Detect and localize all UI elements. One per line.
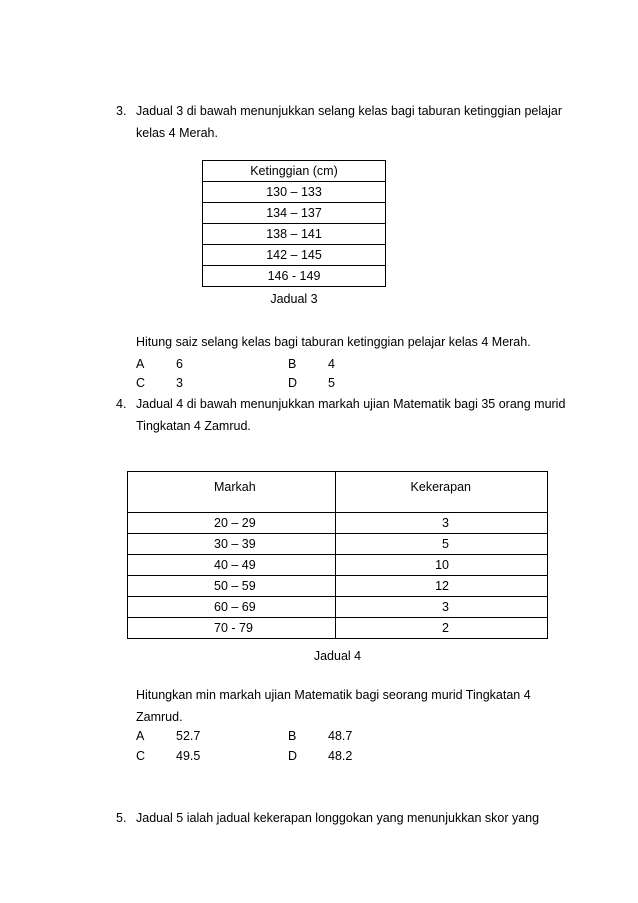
- question-4-prompt-line2: Zamrud.: [136, 710, 183, 724]
- question-5-number: 5.: [116, 811, 127, 825]
- question-3-prompt: Hitung saiz selang kelas bagi taburan ketinggian pelajar kelas 4 Merah.: [136, 335, 531, 349]
- question-4-text-line2: Tingkatan 4 Zamrud.: [136, 419, 251, 433]
- table-row: [128, 576, 548, 597]
- option-d-label: D: [288, 749, 298, 763]
- table-4-header-markah: Markah: [128, 472, 336, 513]
- option-b-label: B: [288, 729, 297, 743]
- option-b-label: B: [288, 357, 297, 371]
- option-a-label: A: [136, 729, 145, 743]
- table-cell-markah: 40 – 49: [128, 555, 336, 576]
- option-c-value: 49.5: [176, 749, 201, 763]
- question-5-text-line1: Jadual 5 ialah jadual kekerapan longgokan yang menunjukkan skor yang: [136, 811, 540, 825]
- table-3: [202, 160, 386, 287]
- table-cell-markah: 50 – 59: [128, 576, 336, 597]
- option-c-value: 3: [176, 376, 183, 390]
- option-b-value: 4: [328, 357, 335, 371]
- question-4-text-line1: Jadual 4 di bawah menunjukkan markah ujian Matematik bagi 35 orang murid: [136, 397, 566, 411]
- table-row: [128, 513, 548, 534]
- option-a-value: 52.7: [176, 729, 201, 743]
- table-row: 146 - 149: [203, 266, 386, 287]
- table-cell-markah: 60 – 69: [128, 597, 336, 618]
- table-4: [127, 471, 548, 639]
- question-4-prompt-line1: Hitungkan min markah ujian Matematik bagi seorang murid Tingkatan 4: [136, 688, 531, 702]
- table-row: [128, 618, 548, 639]
- option-c-label: C: [136, 749, 146, 763]
- table-cell-kekerapan: 5: [336, 534, 548, 555]
- table-cell-kekerapan: 10: [336, 555, 548, 576]
- table-row: [128, 555, 548, 576]
- option-c-label: C: [136, 376, 146, 390]
- table-cell-kekerapan: 12: [336, 576, 548, 597]
- table-cell-kekerapan: 3: [336, 513, 548, 534]
- option-d-label: D: [288, 376, 298, 390]
- table-row: 134 – 137: [203, 203, 386, 224]
- table-cell-markah: 30 – 39: [128, 534, 336, 555]
- option-a-value: 6: [176, 357, 183, 371]
- table-row: [128, 597, 548, 618]
- table-cell-markah: 70 - 79: [128, 618, 336, 639]
- option-a-label: A: [136, 357, 145, 371]
- table-3-caption: Jadual 3: [270, 292, 318, 306]
- table-4-caption: Jadual 4: [313, 649, 362, 663]
- table-row: 142 – 145: [203, 245, 386, 266]
- table-4-header-kekerapan: Kekerapan: [336, 472, 548, 513]
- table-cell-markah: 20 – 29: [128, 513, 336, 534]
- table-row: [128, 534, 548, 555]
- table-3-header: Ketinggian (cm): [203, 161, 386, 182]
- table-row: 138 – 141: [203, 224, 386, 245]
- question-4-number: 4.: [116, 397, 127, 411]
- question-3-text-line2: kelas 4 Merah.: [136, 126, 218, 140]
- question-3-text-line1: Jadual 3 di bawah menunjukkan selang kelas bagi taburan ketinggian pelajar: [136, 104, 562, 118]
- option-d-value: 5: [328, 376, 335, 390]
- table-row: 130 – 133: [203, 182, 386, 203]
- question-3-number: 3.: [116, 104, 127, 118]
- option-d-value: 48.2: [328, 749, 353, 763]
- table-cell-kekerapan: 3: [336, 597, 548, 618]
- option-b-value: 48.7: [328, 729, 353, 743]
- table-cell-kekerapan: 2: [336, 618, 548, 639]
